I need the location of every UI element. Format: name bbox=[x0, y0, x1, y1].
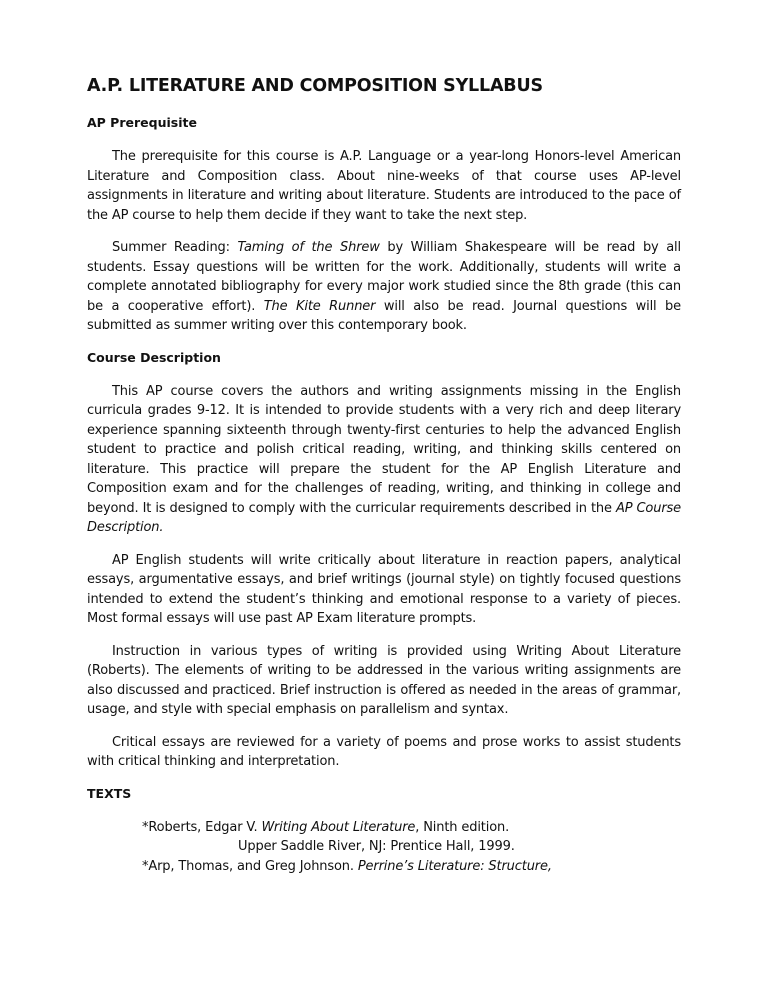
text-reference-arp: *Arp, Thomas, and Greg Johnson. Perrine’s Literature: Structure, bbox=[142, 858, 552, 874]
book-title-kite-runner: The Kite Runner bbox=[263, 298, 376, 314]
course-description-paragraph-2: AP English students will write critically about literature in reaction papers, analytical essays, argumentative essays, and brief writings (journal style) on tightly focused questions intended to extend the student’s thinking and emotional response to a variety of pieces. Most formal essays will use past AP Exam literature prompts. bbox=[87, 552, 681, 626]
course-description-paragraph-1 bbox=[87, 382, 681, 538]
book-title-perrines-literature: Perrine’s Literature: Structure, bbox=[357, 858, 552, 874]
book-title-writing-about-literature: Writing About Literature bbox=[261, 819, 416, 835]
ap-course-description-title: AP Course Description. bbox=[87, 500, 681, 535]
heading-prerequisite: AP Prerequisite bbox=[87, 115, 197, 130]
course-description-paragraph-3: Instruction in various types of writing is provided using Writing About Literature (Roberts). The elements of writing to be addressed in the various writing assignments are also discussed and practiced. Brief instruction is offered as needed in the areas of grammar, usage, and style with special emphasis on parallelism and syntax. bbox=[87, 643, 681, 717]
text-reference-roberts: *Roberts, Edgar V. Writing About Literature, Ninth edition. bbox=[142, 819, 510, 835]
course-description-paragraph-4: Critical essays are reviewed for a variety of poems and prose works to assist students with critical thinking and interpretation. bbox=[87, 734, 681, 769]
texts-list bbox=[142, 818, 681, 877]
summer-reading-paragraph bbox=[87, 238, 681, 336]
summer-reading-middle: by William Shakespeare will be read by all students. Essay questions will be written for the work. Additionally, students will write a complete annotated bibliography for every major work studied since the 8th grade (this can be a cooperative effort). bbox=[87, 240, 681, 314]
text-reference-roberts-publisher: Upper Saddle River, NJ: Prentice Hall, 1999. bbox=[238, 839, 515, 854]
prerequisite-paragraph: The prerequisite for this course is A.P. Language or a year-long Honors-level American Literature and Composition class. About nine-weeks of that course uses AP-level assignments in literature and writing about literature. Students are introduced to the pace of the AP course to help them decide if they want to take the next step. bbox=[87, 149, 681, 223]
course-description-text: This AP course covers the authors and writing assignments missing in the English curricula grades 9-12. It is intended to provide students with a very rich and deep literary experience spanning sixteenth through twenty-first centuries to help the advanced English student to practice and polish critical reading, writing, and thinking skills centered on literature. This practice will prepare the student for the AP English Literature and Composition exam and for the challenges of reading, writing, and thinking in college and beyond. It is designed to comply with the curricular requirements described in the bbox=[87, 383, 681, 516]
summer-reading-end: will also be read. Journal questions will be submitted as summer writing over this contemporary book. bbox=[87, 298, 681, 333]
summer-reading-lead: Summer Reading: bbox=[112, 240, 238, 255]
heading-texts: TEXTS bbox=[87, 785, 132, 801]
book-title-taming: Taming of the Shrew bbox=[237, 240, 380, 255]
page-title: A.P. LITERATURE AND COMPOSITION SYLLABUS bbox=[87, 76, 543, 96]
heading-course-description: Course Description bbox=[87, 349, 221, 365]
